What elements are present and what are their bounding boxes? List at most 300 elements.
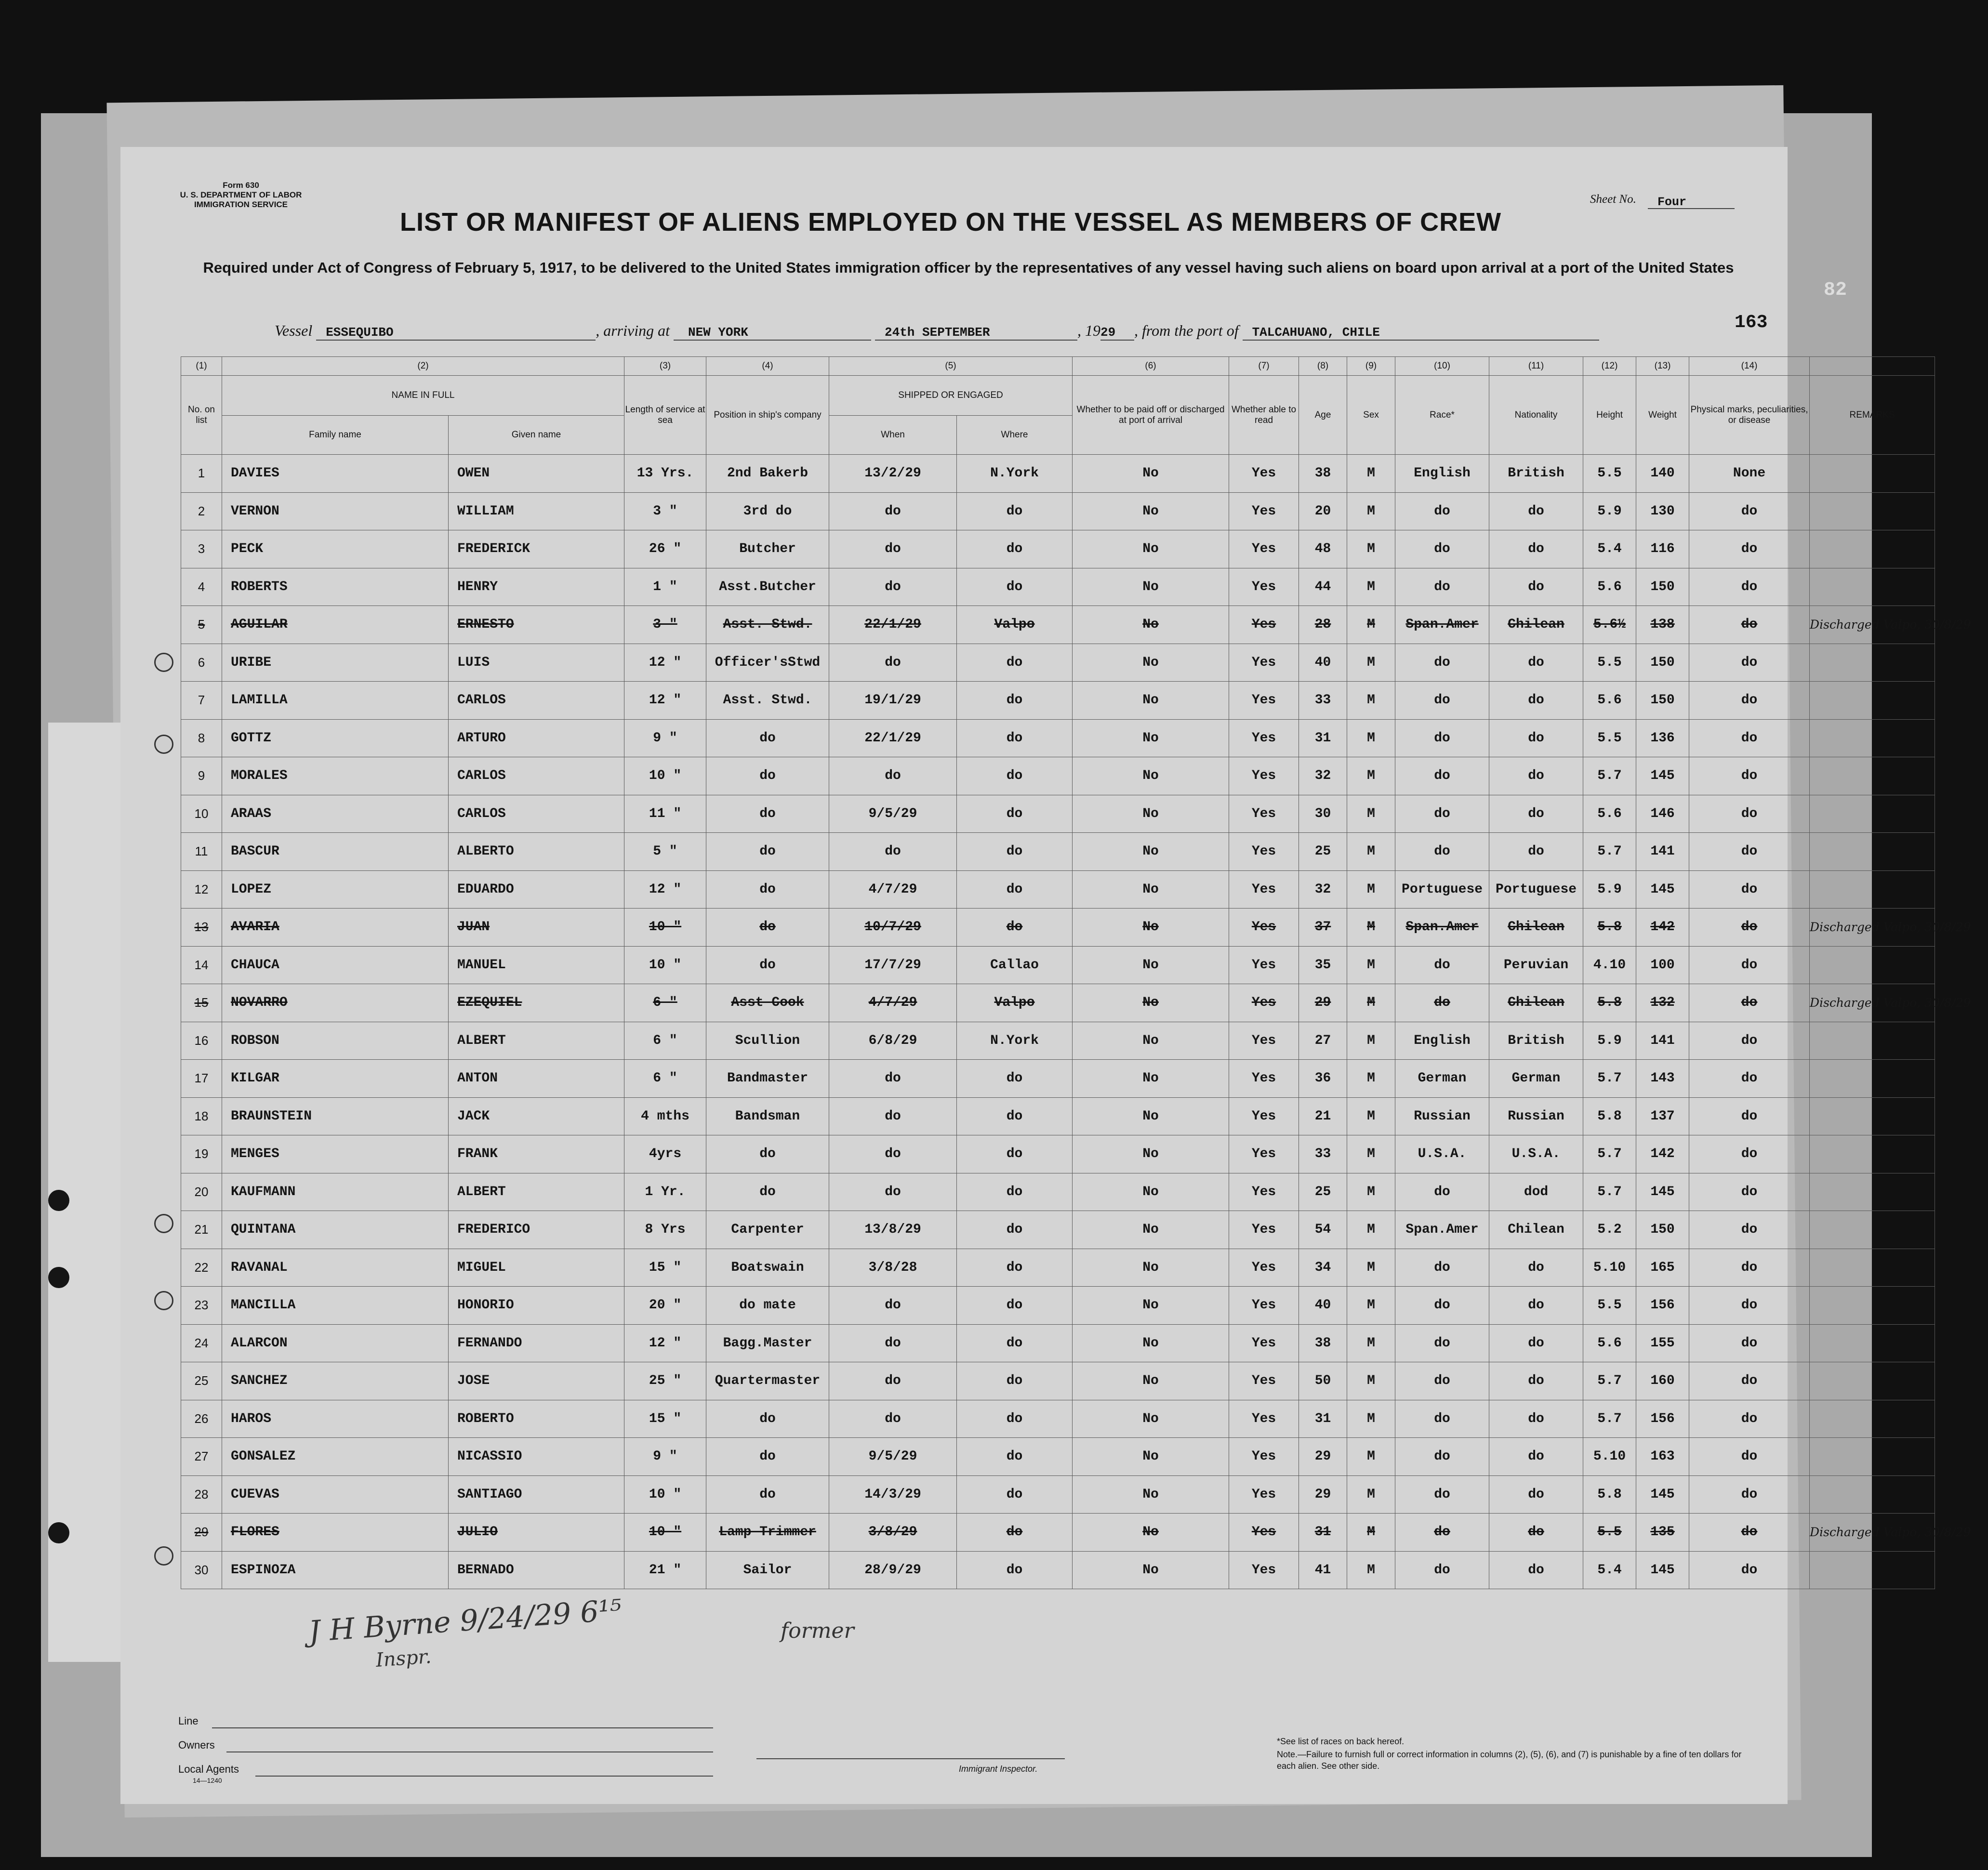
agents-code: 14—1240 <box>193 1777 222 1784</box>
nationality-cell: do <box>1489 833 1583 871</box>
physical-marks-cell: do <box>1689 1475 1810 1514</box>
position-cell: Bandmaster <box>706 1060 829 1098</box>
sex-cell: M <box>1347 1324 1395 1362</box>
remarks-cell <box>1810 1022 1935 1060</box>
paid-off-cell: No <box>1073 833 1229 871</box>
shipped-when-cell: 10/7/29 <box>829 909 957 947</box>
shipped-where-cell: do <box>957 1287 1073 1325</box>
row-number-cell: 4 <box>181 568 222 606</box>
length-of-service-cell: 10 " <box>624 946 706 984</box>
length-of-service-cell: 6 " <box>624 1060 706 1098</box>
remarks-cell <box>1810 1400 1935 1438</box>
crew-row <box>181 833 1935 871</box>
height-cell: 5.4 <box>1583 530 1636 568</box>
length-of-service-cell: 6 " <box>624 984 706 1022</box>
row-number-cell: 15 <box>181 984 222 1022</box>
shipped-where-cell: do <box>957 1475 1073 1514</box>
family-name-cell: KAUFMANN <box>222 1173 449 1211</box>
department-name: U. S. DEPARTMENT OF LABOR <box>180 190 302 199</box>
shipped-when-cell: 19/1/29 <box>829 682 957 720</box>
physical-marks-cell: do <box>1689 1173 1810 1211</box>
race-cell: do <box>1395 492 1489 530</box>
header-height: Height <box>1583 376 1636 455</box>
length-of-service-cell: 12 " <box>624 1324 706 1362</box>
able-to-read-cell: Yes <box>1229 1060 1299 1098</box>
remarks-cell <box>1810 1475 1935 1514</box>
weight-cell: 100 <box>1636 946 1689 984</box>
row-number-cell: 6 <box>181 644 222 682</box>
length-of-service-cell: 20 " <box>624 1287 706 1325</box>
shipped-when-cell: 3/8/29 <box>829 1514 957 1552</box>
row-number-cell: 30 <box>181 1551 222 1589</box>
shipped-where-cell: N.York <box>957 1022 1073 1060</box>
weight-cell: 140 <box>1636 455 1689 493</box>
shipped-where-cell: do <box>957 795 1073 833</box>
shipped-where-cell: do <box>957 1173 1073 1211</box>
position-cell: Butcher <box>706 530 829 568</box>
race-cell: do <box>1395 1475 1489 1514</box>
column-number: (14) <box>1689 357 1810 376</box>
nationality-cell: Russian <box>1489 1097 1583 1135</box>
position-cell: Lamp Trimmer <box>706 1514 829 1552</box>
nationality-cell: do <box>1489 530 1583 568</box>
row-number-cell: 27 <box>181 1438 222 1476</box>
height-cell: 5.7 <box>1583 1173 1636 1211</box>
position-cell: do <box>706 833 829 871</box>
shipped-where-cell: do <box>957 1060 1073 1098</box>
able-to-read-cell: Yes <box>1229 1097 1299 1135</box>
physical-marks-cell: do <box>1689 1060 1810 1098</box>
row-number-cell: 3 <box>181 530 222 568</box>
crew-row <box>181 1022 1935 1060</box>
given-name-cell: EDUARDO <box>449 870 624 909</box>
position-cell: Asst Cook <box>706 984 829 1022</box>
sex-cell: M <box>1347 1475 1395 1514</box>
service-name: IMMIGRATION SERVICE <box>194 200 288 209</box>
given-name-cell: FREDERICO <box>449 1211 624 1249</box>
sex-cell: M <box>1347 909 1395 947</box>
header-paid-off: Whether to be paid off or discharged at port of arrival <box>1073 376 1229 455</box>
row-number-cell: 10 <box>181 795 222 833</box>
age-cell: 29 <box>1299 984 1347 1022</box>
given-name-cell: JUAN <box>449 909 624 947</box>
crew-row <box>181 870 1935 909</box>
able-to-read-cell: Yes <box>1229 682 1299 720</box>
height-cell: 5.7 <box>1583 833 1636 871</box>
family-name-cell: VERNON <box>222 492 449 530</box>
sex-cell: M <box>1347 1400 1395 1438</box>
sex-cell: M <box>1347 1173 1395 1211</box>
length-of-service-cell: 21 " <box>624 1551 706 1589</box>
shipped-where-cell: do <box>957 568 1073 606</box>
nationality-cell: do <box>1489 682 1583 720</box>
shipped-where-cell: do <box>957 1514 1073 1552</box>
position-cell: Asst. Stwd. <box>706 682 829 720</box>
length-of-service-cell: 4 mths <box>624 1097 706 1135</box>
header-when: When <box>829 416 957 455</box>
sheet-number-value: Four <box>1657 195 1687 209</box>
paid-off-cell: No <box>1073 492 1229 530</box>
nationality-cell: do <box>1489 1514 1583 1552</box>
header-nationality: Nationality <box>1489 376 1583 455</box>
age-cell: 48 <box>1299 530 1347 568</box>
column-number: (2) <box>222 357 624 376</box>
length-of-service-cell: 1 Yr. <box>624 1173 706 1211</box>
header-weight: Weight <box>1636 376 1689 455</box>
able-to-read-cell: Yes <box>1229 1362 1299 1400</box>
column-number: (6) <box>1073 357 1229 376</box>
length-of-service-cell: 6 " <box>624 1022 706 1060</box>
family-name-cell: ALARCON <box>222 1324 449 1362</box>
physical-marks-cell: do <box>1689 1400 1810 1438</box>
given-name-cell: LUIS <box>449 644 624 682</box>
length-of-service-cell: 15 " <box>624 1400 706 1438</box>
height-cell: 5.10 <box>1583 1249 1636 1287</box>
weight-cell: 150 <box>1636 1211 1689 1249</box>
row-number-cell: 8 <box>181 719 222 757</box>
able-to-read-cell: Yes <box>1229 1287 1299 1325</box>
nationality-cell: German <box>1489 1060 1583 1098</box>
race-cell: Span.Amer <box>1395 909 1489 947</box>
height-cell: 5.6½ <box>1583 606 1636 644</box>
remarks-cell <box>1810 833 1935 871</box>
document-subtitle: Required under Act of Congress of February 5, 1917, to be delivered to the United States immigration officer by the representatives of any vessel having such aliens on board upon arrival at a port of the United States <box>203 259 1734 276</box>
sex-cell: M <box>1347 757 1395 795</box>
sex-cell: M <box>1347 1551 1395 1589</box>
given-name-cell: ALBERTO <box>449 833 624 871</box>
header-shipped-or-engaged: SHIPPED OR ENGAGED <box>829 376 1073 416</box>
row-number-cell: 17 <box>181 1060 222 1098</box>
height-cell: 4.10 <box>1583 946 1636 984</box>
length-of-service-cell: 10 " <box>624 1475 706 1514</box>
height-cell: 5.8 <box>1583 1097 1636 1135</box>
document-title: LIST OR MANIFEST OF ALIENS EMPLOYED ON THE VESSEL AS MEMBERS OF CREW <box>400 208 1502 237</box>
row-number-cell: 12 <box>181 870 222 909</box>
height-cell: 5.9 <box>1583 492 1636 530</box>
race-cell: do <box>1395 1400 1489 1438</box>
able-to-read-cell: Yes <box>1229 1211 1299 1249</box>
header-sex: Sex <box>1347 376 1395 455</box>
physical-marks-cell: do <box>1689 1438 1810 1476</box>
able-to-read-cell: Yes <box>1229 1438 1299 1476</box>
vessel-name: ESSEQUIBO <box>316 325 596 341</box>
age-cell: 27 <box>1299 1022 1347 1060</box>
sex-cell: M <box>1347 682 1395 720</box>
nationality-cell: do <box>1489 757 1583 795</box>
sex-cell: M <box>1347 870 1395 909</box>
sex-cell: M <box>1347 1135 1395 1173</box>
family-name-cell: ESPINOZA <box>222 1551 449 1589</box>
paid-off-cell: No <box>1073 1551 1229 1589</box>
shipped-when-cell: 9/5/29 <box>829 1438 957 1476</box>
from-port-label: , from the port of <box>1134 322 1239 339</box>
physical-marks-cell: do <box>1689 1287 1810 1325</box>
height-cell: 5.5 <box>1583 1287 1636 1325</box>
crew-row <box>181 606 1935 644</box>
height-cell: 5.5 <box>1583 644 1636 682</box>
weight-cell: 145 <box>1636 757 1689 795</box>
nationality-cell: do <box>1489 1324 1583 1362</box>
shipped-when-cell: 3/8/28 <box>829 1249 957 1287</box>
family-name-cell: GOTTZ <box>222 719 449 757</box>
position-cell: Asst. Stwd. <box>706 606 829 644</box>
weight-cell: 138 <box>1636 606 1689 644</box>
family-name-cell: BASCUR <box>222 833 449 871</box>
paid-off-cell: No <box>1073 1135 1229 1173</box>
length-of-service-cell: 4yrs <box>624 1135 706 1173</box>
weight-cell: 145 <box>1636 870 1689 909</box>
column-number: (4) <box>706 357 829 376</box>
crew-row <box>181 1097 1935 1135</box>
physical-marks-cell: do <box>1689 984 1810 1022</box>
shipped-where-cell: do <box>957 757 1073 795</box>
position-cell: do <box>706 1173 829 1211</box>
crew-row <box>181 1324 1935 1362</box>
family-name-cell: PECK <box>222 530 449 568</box>
paid-off-cell: No <box>1073 1097 1229 1135</box>
height-cell: 5.7 <box>1583 757 1636 795</box>
crew-row <box>181 946 1935 984</box>
crew-row <box>181 1362 1935 1400</box>
weight-cell: 142 <box>1636 1135 1689 1173</box>
weight-cell: 146 <box>1636 795 1689 833</box>
race-cell: Span.Amer <box>1395 606 1489 644</box>
column-number: (8) <box>1299 357 1347 376</box>
remarks-cell <box>1810 1287 1935 1325</box>
column-number: (9) <box>1347 357 1395 376</box>
able-to-read-cell: Yes <box>1229 946 1299 984</box>
physical-marks-cell: do <box>1689 1551 1810 1589</box>
family-name-cell: MORALES <box>222 757 449 795</box>
age-cell: 31 <box>1299 1514 1347 1552</box>
family-name-cell: DAVIES <box>222 455 449 493</box>
owners-label: Owners <box>178 1739 215 1751</box>
crew-row <box>181 1249 1935 1287</box>
able-to-read-cell: Yes <box>1229 757 1299 795</box>
remarks-cell <box>1810 644 1935 682</box>
sex-cell: M <box>1347 1362 1395 1400</box>
crew-row <box>181 455 1935 493</box>
row-number-cell: 19 <box>181 1135 222 1173</box>
age-cell: 36 <box>1299 1060 1347 1098</box>
physical-marks-cell: do <box>1689 606 1810 644</box>
shipped-when-cell: 14/3/29 <box>829 1475 957 1514</box>
crew-rows <box>181 455 1971 1589</box>
nationality-cell: British <box>1489 1022 1583 1060</box>
races-note: *See list of races on back hereof. <box>1277 1737 1405 1746</box>
row-number-cell: 22 <box>181 1249 222 1287</box>
weight-cell: 116 <box>1636 530 1689 568</box>
shipped-where-cell: do <box>957 1400 1073 1438</box>
age-cell: 40 <box>1299 1287 1347 1325</box>
weight-cell: 156 <box>1636 1400 1689 1438</box>
given-name-cell: ERNESTO <box>449 606 624 644</box>
crew-row <box>181 1438 1935 1476</box>
able-to-read-cell: Yes <box>1229 1249 1299 1287</box>
paid-off-cell: No <box>1073 1173 1229 1211</box>
able-to-read-cell: Yes <box>1229 1173 1299 1211</box>
age-cell: 31 <box>1299 1400 1347 1438</box>
weight-cell: 165 <box>1636 1249 1689 1287</box>
binder-hole <box>48 1522 69 1543</box>
shipped-when-cell: 9/5/29 <box>829 795 957 833</box>
paid-off-cell: No <box>1073 719 1229 757</box>
able-to-read-cell: Yes <box>1229 455 1299 493</box>
age-cell: 29 <box>1299 1438 1347 1476</box>
inspector-title: Inspr. <box>375 1646 432 1672</box>
handwritten-note: former <box>781 1619 854 1643</box>
column-number: (7) <box>1229 357 1299 376</box>
length-of-service-cell: 25 " <box>624 1362 706 1400</box>
given-name-cell: ANTON <box>449 1060 624 1098</box>
nationality-cell: do <box>1489 1551 1583 1589</box>
row-number-cell: 25 <box>181 1362 222 1400</box>
age-cell: 25 <box>1299 833 1347 871</box>
nationality-cell: Chilean <box>1489 909 1583 947</box>
family-name-cell: AGUILAR <box>222 606 449 644</box>
penalty-note: Note.—Failure to furnish full or correct information in columns (2), (5), (6), and (7) is punishable by a fine of ten dollars for each alien. See other side. <box>1277 1750 1742 1771</box>
length-of-service-cell: 9 " <box>624 1438 706 1476</box>
arrival-year: 29 <box>1100 325 1134 341</box>
physical-marks-cell: do <box>1689 1097 1810 1135</box>
race-cell: Span.Amer <box>1395 1211 1489 1249</box>
shipped-when-cell: 13/8/29 <box>829 1211 957 1249</box>
race-cell: English <box>1395 1022 1489 1060</box>
length-of-service-cell: 9 " <box>624 719 706 757</box>
shipped-when-cell: do <box>829 1362 957 1400</box>
paid-off-cell: No <box>1073 1022 1229 1060</box>
remarks-cell <box>1810 870 1935 909</box>
race-cell: do <box>1395 568 1489 606</box>
paid-off-cell: No <box>1073 946 1229 984</box>
family-name-cell: ROBERTS <box>222 568 449 606</box>
able-to-read-cell: Yes <box>1229 1400 1299 1438</box>
able-to-read-cell: Yes <box>1229 530 1299 568</box>
remarks-cell: Discharged Valpo, 30/8/29 <box>1810 1514 1935 1552</box>
shipped-where-cell: do <box>957 644 1073 682</box>
family-name-cell: HAROS <box>222 1400 449 1438</box>
shipped-when-cell: 28/9/29 <box>829 1551 957 1589</box>
length-of-service-cell: 11 " <box>624 795 706 833</box>
family-name-cell: AVARIA <box>222 909 449 947</box>
weight-cell: 150 <box>1636 682 1689 720</box>
able-to-read-cell: Yes <box>1229 984 1299 1022</box>
weight-cell: 136 <box>1636 719 1689 757</box>
paid-off-cell: No <box>1073 870 1229 909</box>
shipped-when-cell: do <box>829 1173 957 1211</box>
row-number-cell: 2 <box>181 492 222 530</box>
race-cell: do <box>1395 984 1489 1022</box>
shipped-where-cell: do <box>957 1211 1073 1249</box>
position-cell: 2nd Bakerb <box>706 455 829 493</box>
crew-row <box>181 1287 1935 1325</box>
physical-marks-cell: do <box>1689 1362 1810 1400</box>
race-cell: do <box>1395 1287 1489 1325</box>
race-cell: do <box>1395 530 1489 568</box>
race-cell: do <box>1395 1362 1489 1400</box>
given-name-cell: FERNANDO <box>449 1324 624 1362</box>
shipped-when-cell: 4/7/29 <box>829 870 957 909</box>
length-of-service-cell: 15 " <box>624 1249 706 1287</box>
column-number: (10) <box>1395 357 1489 376</box>
crew-row <box>181 682 1935 720</box>
paid-off-cell: No <box>1073 1362 1229 1400</box>
paid-off-cell: No <box>1073 1324 1229 1362</box>
remarks-cell <box>1810 795 1935 833</box>
nationality-cell: dod <box>1489 1173 1583 1211</box>
race-cell: do <box>1395 1173 1489 1211</box>
race-cell: do <box>1395 1514 1489 1552</box>
header-length-of-service: Length of service at sea <box>624 376 706 455</box>
column-number: (1) <box>181 357 222 376</box>
sex-cell: M <box>1347 1097 1395 1135</box>
header-physical-marks: Physical marks, peculiarities, or disease <box>1689 376 1810 455</box>
shipped-when-cell: do <box>829 492 957 530</box>
height-cell: 5.7 <box>1583 1362 1636 1400</box>
position-cell: Asst.Butcher <box>706 568 829 606</box>
age-cell: 31 <box>1299 719 1347 757</box>
sex-cell: M <box>1347 833 1395 871</box>
shipped-when-cell: 22/1/29 <box>829 606 957 644</box>
weight-cell: 135 <box>1636 1514 1689 1552</box>
row-number-cell: 18 <box>181 1097 222 1135</box>
able-to-read-cell: Yes <box>1229 719 1299 757</box>
position-cell: Carpenter <box>706 1211 829 1249</box>
given-name-cell: ARTURO <box>449 719 624 757</box>
binder-hole <box>48 1190 69 1211</box>
family-name-cell: ARAAS <box>222 795 449 833</box>
weight-cell: 141 <box>1636 1022 1689 1060</box>
nationality-cell: Chilean <box>1489 606 1583 644</box>
paid-off-cell: No <box>1073 1438 1229 1476</box>
position-cell: do <box>706 719 829 757</box>
punch-ring <box>154 735 173 754</box>
sex-cell: M <box>1347 1249 1395 1287</box>
length-of-service-cell: 12 " <box>624 644 706 682</box>
given-name-cell: OWEN <box>449 455 624 493</box>
row-number-cell: 24 <box>181 1324 222 1362</box>
given-name-cell: ALBERT <box>449 1173 624 1211</box>
position-cell: do <box>706 870 829 909</box>
paid-off-cell: No <box>1073 455 1229 493</box>
shipped-where-cell: Valpo <box>957 984 1073 1022</box>
remarks-cell <box>1810 946 1935 984</box>
age-cell: 33 <box>1299 1135 1347 1173</box>
shipped-when-cell: do <box>829 1287 957 1325</box>
family-name-cell: FLORES <box>222 1514 449 1552</box>
nationality-cell: do <box>1489 1400 1583 1438</box>
crew-row <box>181 644 1935 682</box>
vessel-label: Vessel <box>275 322 313 339</box>
position-cell: do <box>706 909 829 947</box>
weight-cell: 145 <box>1636 1173 1689 1211</box>
family-name-cell: NOVARRO <box>222 984 449 1022</box>
given-name-cell: ALBERT <box>449 1022 624 1060</box>
remarks-cell <box>1810 568 1935 606</box>
physical-marks-cell: do <box>1689 1514 1810 1552</box>
remarks-cell <box>1810 719 1935 757</box>
family-name-cell: BRAUNSTEIN <box>222 1097 449 1135</box>
paid-off-cell: No <box>1073 1060 1229 1098</box>
family-name-cell: SANCHEZ <box>222 1362 449 1400</box>
column-number: (5) <box>829 357 1073 376</box>
paid-off-cell: No <box>1073 1211 1229 1249</box>
sex-cell: M <box>1347 568 1395 606</box>
shipped-where-cell: N.York <box>957 455 1073 493</box>
age-cell: 44 <box>1299 568 1347 606</box>
departure-port: TALCAHUANO, CHILE <box>1243 325 1599 341</box>
remarks-cell: Discharged Valpo, 30/8/29 <box>1810 984 1935 1022</box>
